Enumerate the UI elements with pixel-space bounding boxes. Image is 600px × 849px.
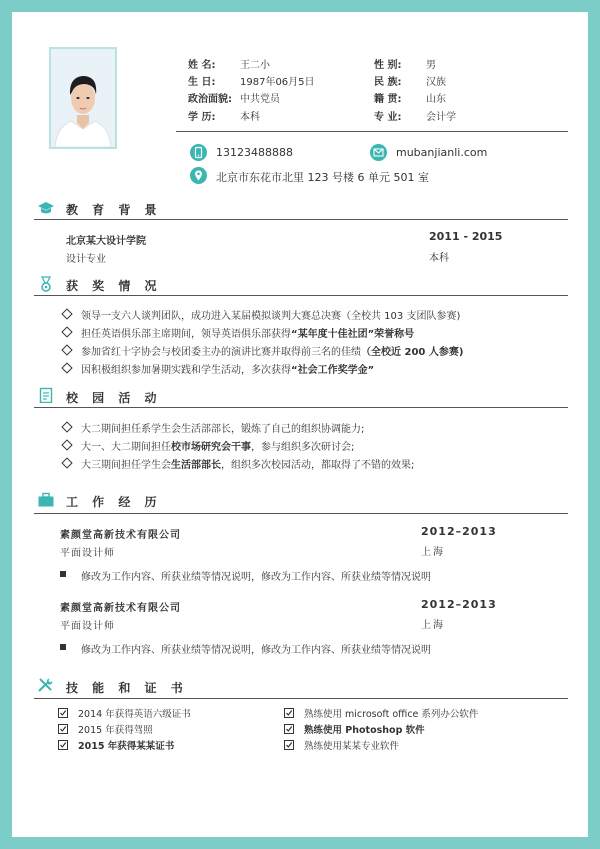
company-name: 素颜堂高新技术有限公司 <box>60 603 181 614</box>
campus-item: 大三期间担任学生会生活部部长，组织多次校园活动，都取得了不错的效果; <box>81 460 415 471</box>
email-text: mubanjianli.com <box>396 146 488 159</box>
phone-icon <box>190 144 207 161</box>
school-name: 北京某大设计学院 <box>66 236 146 247</box>
diamond-bullet-icon <box>61 421 72 432</box>
award-item: 领导一支六人谈判团队，成功进入某届模拟谈判大赛总决赛（全校共 103 支团队参赛) <box>81 311 461 322</box>
skill-item: 2015 年获得某某证书 <box>78 741 175 752</box>
address-text: 北京市东花市北里 123 号楼 6 单元 501 室 <box>216 171 429 184</box>
politics-row <box>188 90 280 105</box>
square-bullet-icon <box>60 644 66 650</box>
birth-row <box>188 73 315 88</box>
diamond-bullet-icon <box>61 362 72 373</box>
skill-item: 熟练使用 microsoft office 系列办公软件 <box>304 709 479 720</box>
square-bullet-icon <box>60 571 66 577</box>
campus-item: 大二期间担任系学生会生活部部长，锻炼了自己的组织协调能力; <box>81 424 365 435</box>
graduation-cap-icon <box>37 200 55 216</box>
job-role: 平面设计师 <box>60 621 115 632</box>
campus-divider <box>34 407 568 408</box>
checkbox-icon <box>58 708 68 718</box>
award-item: 担任英语俱乐部主席期间，领导英语俱乐部获得“某年度十佳社团”荣誉称号 <box>81 329 415 340</box>
gender-value: 男 <box>426 60 436 71</box>
checkbox-icon <box>284 740 294 750</box>
edu-label: 学 历: <box>188 112 216 123</box>
diamond-bullet-icon <box>61 344 72 355</box>
awards-divider <box>34 295 568 296</box>
skill-item: 2014 年获得英语六级证书 <box>78 709 191 720</box>
job-city: 上海 <box>421 620 445 631</box>
birth-label: 生 日: <box>188 77 216 88</box>
profile-divider <box>176 131 568 132</box>
gender-label: 性 别: <box>374 60 402 71</box>
edu-value: 本科 <box>240 112 260 123</box>
profile-photo <box>49 47 117 149</box>
location-icon <box>190 167 207 184</box>
work-divider <box>34 513 568 514</box>
skills-title: 技 能 和 证 书 <box>66 681 188 695</box>
education-major: 设计专业 <box>66 254 106 265</box>
campus-title: 校 园 活 动 <box>66 391 162 405</box>
resume-page <box>12 12 588 837</box>
major-label: 专 业: <box>374 112 402 123</box>
awards-title: 获 奖 情 况 <box>66 279 162 293</box>
job-city: 上海 <box>421 547 445 558</box>
name-value: 王二小 <box>240 60 270 71</box>
name-row <box>188 56 270 71</box>
education-degree: 本科 <box>429 253 449 264</box>
diamond-bullet-icon <box>61 457 72 468</box>
diamond-bullet-icon <box>61 439 72 450</box>
skill-item: 2015 年获得驾照 <box>78 725 153 736</box>
politics-label: 政治面貌: <box>188 94 232 105</box>
nation-row <box>374 73 446 88</box>
briefcase-icon <box>37 492 55 508</box>
job-years: 2012–2013 <box>421 598 497 611</box>
campus-item: 大一、大二期间担任校市场研究会干事，参与组织多次研讨会; <box>81 442 355 453</box>
award-item: 因积极组织参加暑期实践和学生活动，多次获得“社会工作奖学金” <box>81 365 375 376</box>
company-name: 素颜堂高新技术有限公司 <box>60 530 181 541</box>
gender-row <box>374 56 436 71</box>
job-role: 平面设计师 <box>60 548 115 559</box>
email-icon <box>370 144 387 161</box>
checkbox-icon <box>284 708 294 718</box>
origin-label: 籍 贯: <box>374 94 402 105</box>
phone-text: 13123488888 <box>216 146 293 159</box>
nation-label: 民 族: <box>374 77 402 88</box>
education-title: 教 育 背 景 <box>66 203 162 217</box>
checkbox-icon <box>58 740 68 750</box>
name-label: 姓 名: <box>188 60 216 71</box>
work-title: 工 作 经 历 <box>66 495 162 509</box>
award-medal-icon <box>37 276 55 292</box>
nation-value: 汉族 <box>426 77 446 88</box>
origin-row <box>374 90 446 105</box>
job-description: 修改为工作内容、所获业绩等情况说明，修改为工作内容、所获业绩等情况说明 <box>81 645 431 656</box>
job-description: 修改为工作内容、所获业绩等情况说明，修改为工作内容、所获业绩等情况说明 <box>81 572 431 583</box>
checkbox-icon <box>58 724 68 734</box>
skill-item: 熟练使用某某专业软件 <box>304 741 400 752</box>
education-years: 2011 - 2015 <box>429 230 503 243</box>
edu-row <box>188 108 260 123</box>
tools-icon <box>37 677 55 693</box>
origin-value: 山东 <box>426 94 446 105</box>
birth-value: 1987年06月5日 <box>240 77 315 88</box>
skill-item: 熟练使用 Photoshop 软件 <box>304 725 425 736</box>
major-row <box>374 108 456 123</box>
diamond-bullet-icon <box>61 326 72 337</box>
major-value: 会计学 <box>426 112 456 123</box>
checkbox-icon <box>284 724 294 734</box>
skills-divider <box>34 698 568 699</box>
award-item: 参加省红十字协会与校团委主办的演讲比赛并取得前三名的佳绩（全校近 200 人参赛) <box>81 347 464 358</box>
diamond-bullet-icon <box>61 308 72 319</box>
clipboard-icon <box>37 387 55 403</box>
education-divider <box>34 219 568 220</box>
politics-value: 中共党员 <box>240 94 280 105</box>
job-years: 2012–2013 <box>421 525 497 538</box>
